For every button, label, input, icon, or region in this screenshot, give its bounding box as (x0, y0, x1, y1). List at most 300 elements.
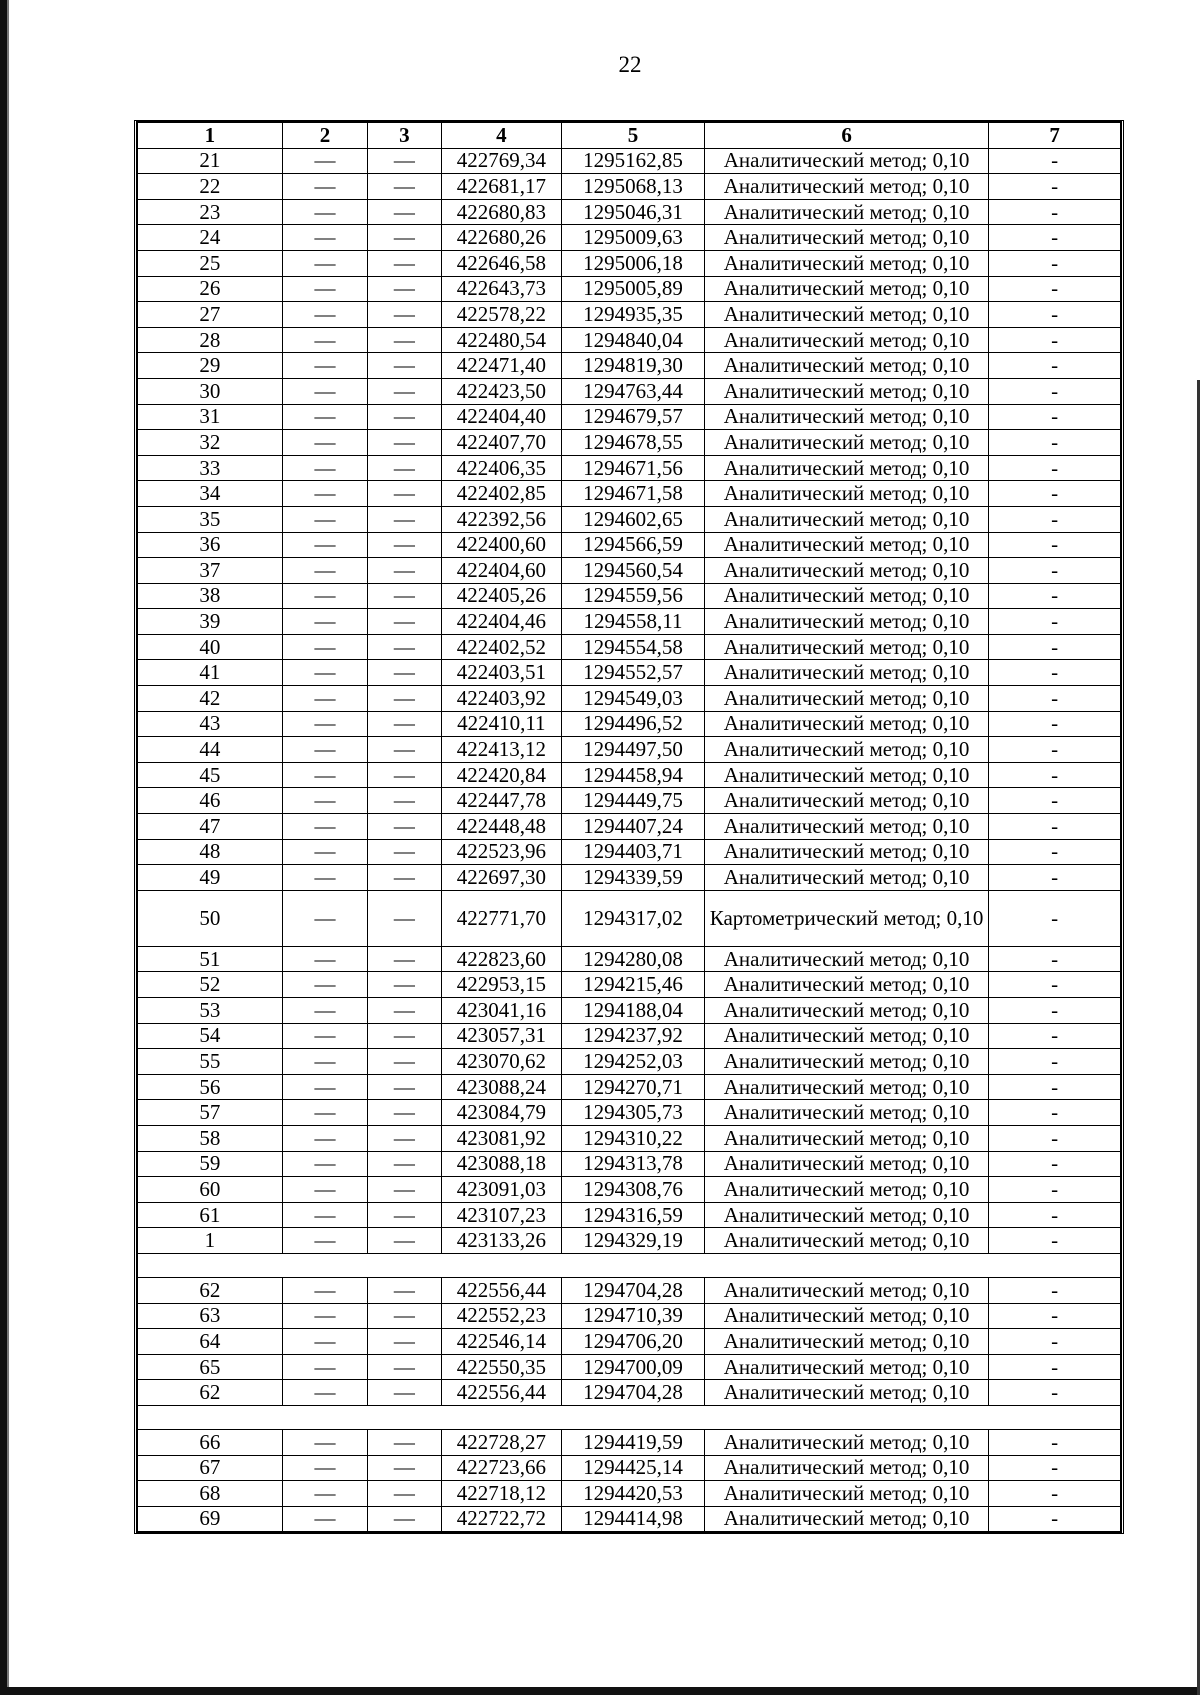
col3-cell: — (368, 660, 441, 686)
col7-cell: - (989, 1074, 1121, 1100)
coordinates-table (137, 122, 1121, 1532)
point-number-cell: 27 (138, 302, 283, 328)
y-coordinate-cell: 1294671,58 (562, 481, 705, 507)
col2-cell: — (282, 711, 367, 737)
point-number-cell: 62 (138, 1380, 283, 1406)
method-accuracy-cell: Картометрический метод; 0,10 (704, 890, 988, 946)
table-row (138, 1074, 1121, 1100)
col7-cell: - (989, 481, 1121, 507)
col7-cell: - (989, 686, 1121, 712)
col2-cell: — (282, 1277, 367, 1303)
col7-cell: - (989, 609, 1121, 635)
col7-cell: - (989, 634, 1121, 660)
y-coordinate-cell: 1294497,50 (562, 737, 705, 763)
col3-cell: — (368, 1429, 441, 1455)
col2-cell: — (282, 1303, 367, 1329)
y-coordinate-cell: 1294237,92 (562, 1023, 705, 1049)
col2-cell: — (282, 506, 367, 532)
method-accuracy-cell: Аналитический метод; 0,10 (704, 1049, 988, 1075)
point-number-cell: 51 (138, 946, 283, 972)
col7-cell: - (989, 225, 1121, 251)
col2-cell: — (282, 378, 367, 404)
y-coordinate-cell: 1294316,59 (562, 1202, 705, 1228)
method-accuracy-cell: Аналитический метод; 0,10 (704, 1303, 988, 1329)
col7-cell: - (989, 430, 1121, 456)
method-accuracy-cell: Аналитический метод; 0,10 (704, 1277, 988, 1303)
method-accuracy-cell: Аналитический метод; 0,10 (704, 327, 988, 353)
method-accuracy-cell: Аналитический метод; 0,10 (704, 737, 988, 763)
y-coordinate-cell: 1294679,57 (562, 404, 705, 430)
table-row (138, 660, 1121, 686)
x-coordinate-cell: 422423,50 (441, 378, 562, 404)
method-accuracy-cell: Аналитический метод; 0,10 (704, 1329, 988, 1355)
col3-cell: — (368, 814, 441, 840)
table-row (138, 711, 1121, 737)
y-coordinate-cell: 1294458,94 (562, 762, 705, 788)
spacer-cell (138, 1405, 1121, 1429)
table-row (138, 1202, 1121, 1228)
col3-cell: — (368, 199, 441, 225)
x-coordinate-cell: 422404,40 (441, 404, 562, 430)
table-row (138, 353, 1121, 379)
table-row (138, 1303, 1121, 1329)
col7-cell: - (989, 1202, 1121, 1228)
point-number-cell: 50 (138, 890, 283, 946)
table-row (138, 378, 1121, 404)
method-accuracy-cell: Аналитический метод; 0,10 (704, 634, 988, 660)
method-accuracy-cell: Аналитический метод; 0,10 (704, 558, 988, 584)
col3-cell: — (368, 276, 441, 302)
point-number-cell: 47 (138, 814, 283, 840)
col3-cell: — (368, 583, 441, 609)
col2-cell: — (282, 972, 367, 998)
x-coordinate-cell: 422480,54 (441, 327, 562, 353)
table-row (138, 609, 1121, 635)
col2-cell: — (282, 814, 367, 840)
table-row (138, 814, 1121, 840)
method-accuracy-cell: Аналитический метод; 0,10 (704, 1455, 988, 1481)
col2-cell: — (282, 1074, 367, 1100)
y-coordinate-cell: 1294554,58 (562, 634, 705, 660)
col3-cell: — (368, 737, 441, 763)
table-row (138, 1429, 1121, 1455)
y-coordinate-cell: 1294935,35 (562, 302, 705, 328)
table-row (138, 1177, 1121, 1203)
x-coordinate-cell: 423088,24 (441, 1074, 562, 1100)
x-coordinate-cell: 422769,34 (441, 148, 562, 174)
point-number-cell: 39 (138, 609, 283, 635)
col7-cell: - (989, 1380, 1121, 1406)
point-number-cell: 28 (138, 327, 283, 353)
point-number-cell: 26 (138, 276, 283, 302)
y-coordinate-cell: 1294308,76 (562, 1177, 705, 1203)
x-coordinate-cell: 422722,72 (441, 1506, 562, 1532)
table-row (138, 250, 1121, 276)
y-coordinate-cell: 1294252,03 (562, 1049, 705, 1075)
method-accuracy-cell: Аналитический метод; 0,10 (704, 814, 988, 840)
y-coordinate-cell: 1294403,71 (562, 839, 705, 865)
col3-cell: — (368, 609, 441, 635)
col2-cell: — (282, 353, 367, 379)
x-coordinate-cell: 422681,17 (441, 174, 562, 200)
col7-cell: - (989, 148, 1121, 174)
col7-cell: - (989, 998, 1121, 1024)
y-coordinate-cell: 1294710,39 (562, 1303, 705, 1329)
col7-cell: - (989, 1049, 1121, 1075)
col2-cell: — (282, 327, 367, 353)
table-row (138, 430, 1121, 456)
col3-cell: — (368, 711, 441, 737)
y-coordinate-cell: 1294329,19 (562, 1228, 705, 1254)
method-accuracy-cell: Аналитический метод; 0,10 (704, 1074, 988, 1100)
x-coordinate-cell: 422402,85 (441, 481, 562, 507)
method-accuracy-cell: Аналитический метод; 0,10 (704, 1354, 988, 1380)
col3-cell: — (368, 972, 441, 998)
table-row (138, 1455, 1121, 1481)
col3-cell: — (368, 1455, 441, 1481)
x-coordinate-cell: 422643,73 (441, 276, 562, 302)
col3-cell: — (368, 430, 441, 456)
col7-cell: - (989, 865, 1121, 891)
x-coordinate-cell: 422697,30 (441, 865, 562, 891)
method-accuracy-cell: Аналитический метод; 0,10 (704, 762, 988, 788)
method-accuracy-cell: Аналитический метод; 0,10 (704, 609, 988, 635)
col3-cell: — (368, 1303, 441, 1329)
method-accuracy-cell: Аналитический метод; 0,10 (704, 378, 988, 404)
scan-edge-left (0, 0, 7, 1695)
point-number-cell: 24 (138, 225, 283, 251)
table-row (138, 1380, 1121, 1406)
point-number-cell: 62 (138, 1277, 283, 1303)
x-coordinate-cell: 422403,51 (441, 660, 562, 686)
y-coordinate-cell: 1294552,57 (562, 660, 705, 686)
method-accuracy-cell: Аналитический метод; 0,10 (704, 148, 988, 174)
x-coordinate-cell: 423081,92 (441, 1125, 562, 1151)
col2-cell: — (282, 1329, 367, 1355)
col7-cell: - (989, 1429, 1121, 1455)
x-coordinate-cell: 422402,52 (441, 634, 562, 660)
col3-cell: — (368, 762, 441, 788)
point-number-cell: 64 (138, 1329, 283, 1355)
page-number: 22 (618, 52, 642, 77)
header-cell: 3 (368, 123, 441, 149)
col3-cell: — (368, 302, 441, 328)
x-coordinate-cell: 422723,66 (441, 1455, 562, 1481)
col2-cell: — (282, 1481, 367, 1507)
x-coordinate-cell: 422448,48 (441, 814, 562, 840)
y-coordinate-cell: 1294419,59 (562, 1429, 705, 1455)
col3-cell: — (368, 1049, 441, 1075)
col2-cell: — (282, 558, 367, 584)
point-number-cell: 58 (138, 1125, 283, 1151)
table-row (138, 762, 1121, 788)
x-coordinate-cell: 422404,60 (441, 558, 562, 584)
table-row (138, 225, 1121, 251)
table-row (138, 583, 1121, 609)
method-accuracy-cell: Аналитический метод; 0,10 (704, 865, 988, 891)
table-row (138, 1329, 1121, 1355)
col3-cell: — (368, 1354, 441, 1380)
y-coordinate-cell: 1294671,56 (562, 455, 705, 481)
y-coordinate-cell: 1294819,30 (562, 353, 705, 379)
col2-cell: — (282, 455, 367, 481)
method-accuracy-cell: Аналитический метод; 0,10 (704, 404, 988, 430)
col2-cell: — (282, 788, 367, 814)
table-row (138, 1100, 1121, 1126)
x-coordinate-cell: 422646,58 (441, 250, 562, 276)
y-coordinate-cell: 1295068,13 (562, 174, 705, 200)
point-number-cell: 59 (138, 1151, 283, 1177)
method-accuracy-cell: Аналитический метод; 0,10 (704, 1228, 988, 1254)
method-accuracy-cell: Аналитический метод; 0,10 (704, 1506, 988, 1532)
x-coordinate-cell: 422556,44 (441, 1277, 562, 1303)
table-row (138, 634, 1121, 660)
col7-cell: - (989, 1329, 1121, 1355)
col2-cell: — (282, 998, 367, 1024)
x-coordinate-cell: 422728,27 (441, 1429, 562, 1455)
method-accuracy-cell: Аналитический метод; 0,10 (704, 506, 988, 532)
col7-cell: - (989, 946, 1121, 972)
y-coordinate-cell: 1294496,52 (562, 711, 705, 737)
table-row (138, 1354, 1121, 1380)
header-cell: 7 (989, 123, 1121, 149)
method-accuracy-cell: Аналитический метод; 0,10 (704, 686, 988, 712)
x-coordinate-cell: 422447,78 (441, 788, 562, 814)
point-number-cell: 44 (138, 737, 283, 763)
point-number-cell: 54 (138, 1023, 283, 1049)
y-coordinate-cell: 1294566,59 (562, 532, 705, 558)
table-row (138, 1481, 1121, 1507)
col2-cell: — (282, 276, 367, 302)
x-coordinate-cell: 423084,79 (441, 1100, 562, 1126)
method-accuracy-cell: Аналитический метод; 0,10 (704, 225, 988, 251)
point-number-cell: 21 (138, 148, 283, 174)
col3-cell: — (368, 481, 441, 507)
scan-edge-left-shadow (7, 0, 9, 1695)
col3-cell: — (368, 1481, 441, 1507)
x-coordinate-cell: 422771,70 (441, 890, 562, 946)
col3-cell: — (368, 1202, 441, 1228)
point-number-cell: 33 (138, 455, 283, 481)
point-number-cell: 36 (138, 532, 283, 558)
point-number-cell: 63 (138, 1303, 283, 1329)
col2-cell: — (282, 1125, 367, 1151)
y-coordinate-cell: 1294704,28 (562, 1277, 705, 1303)
col3-cell: — (368, 455, 441, 481)
y-coordinate-cell: 1294425,14 (562, 1455, 705, 1481)
x-coordinate-cell: 422823,60 (441, 946, 562, 972)
point-number-cell: 45 (138, 762, 283, 788)
col2-cell: — (282, 1354, 367, 1380)
y-coordinate-cell: 1295005,89 (562, 276, 705, 302)
method-accuracy-cell: Аналитический метод; 0,10 (704, 711, 988, 737)
col7-cell: - (989, 1228, 1121, 1254)
col2-cell: — (282, 946, 367, 972)
col2-cell: — (282, 302, 367, 328)
table-row (138, 1277, 1121, 1303)
point-number-cell: 53 (138, 998, 283, 1024)
col3-cell: — (368, 634, 441, 660)
col3-cell: — (368, 353, 441, 379)
col3-cell: — (368, 865, 441, 891)
table-row (138, 506, 1121, 532)
col2-cell: — (282, 404, 367, 430)
col7-cell: - (989, 1506, 1121, 1532)
method-accuracy-cell: Аналитический метод; 0,10 (704, 1151, 988, 1177)
method-accuracy-cell: Аналитический метод; 0,10 (704, 174, 988, 200)
x-coordinate-cell: 422718,12 (441, 1481, 562, 1507)
x-coordinate-cell: 422406,35 (441, 455, 562, 481)
y-coordinate-cell: 1294700,09 (562, 1354, 705, 1380)
table-row (138, 972, 1121, 998)
table-row (138, 865, 1121, 891)
method-accuracy-cell: Аналитический метод; 0,10 (704, 481, 988, 507)
col2-cell: — (282, 1455, 367, 1481)
x-coordinate-cell: 422403,92 (441, 686, 562, 712)
col3-cell: — (368, 788, 441, 814)
table-row (138, 327, 1121, 353)
y-coordinate-cell: 1294602,65 (562, 506, 705, 532)
col2-cell: — (282, 250, 367, 276)
col7-cell: - (989, 711, 1121, 737)
col7-cell: - (989, 660, 1121, 686)
point-number-cell: 22 (138, 174, 283, 200)
table-row (138, 946, 1121, 972)
table-row (138, 174, 1121, 200)
method-accuracy-cell: Аналитический метод; 0,10 (704, 788, 988, 814)
y-coordinate-cell: 1294270,71 (562, 1074, 705, 1100)
col2-cell: — (282, 609, 367, 635)
point-number-cell: 23 (138, 199, 283, 225)
point-number-cell: 31 (138, 404, 283, 430)
point-number-cell: 29 (138, 353, 283, 379)
table-row (138, 481, 1121, 507)
spacer-cell (138, 1253, 1121, 1277)
x-coordinate-cell: 422550,35 (441, 1354, 562, 1380)
y-coordinate-cell: 1294704,28 (562, 1380, 705, 1406)
table-header-row (138, 123, 1121, 149)
y-coordinate-cell: 1295009,63 (562, 225, 705, 251)
col3-cell: — (368, 1506, 441, 1532)
point-number-cell: 46 (138, 788, 283, 814)
col3-cell: — (368, 1074, 441, 1100)
col7-cell: - (989, 276, 1121, 302)
y-coordinate-cell: 1294310,22 (562, 1125, 705, 1151)
method-accuracy-cell: Аналитический метод; 0,10 (704, 302, 988, 328)
col7-cell: - (989, 1125, 1121, 1151)
point-number-cell: 35 (138, 506, 283, 532)
point-number-cell: 42 (138, 686, 283, 712)
point-number-cell: 34 (138, 481, 283, 507)
x-coordinate-cell: 422680,83 (441, 199, 562, 225)
col7-cell: - (989, 506, 1121, 532)
col7-cell: - (989, 814, 1121, 840)
method-accuracy-cell: Аналитический метод; 0,10 (704, 660, 988, 686)
table-spacer-row (138, 1405, 1121, 1429)
y-coordinate-cell: 1295162,85 (562, 148, 705, 174)
col2-cell: — (282, 1380, 367, 1406)
x-coordinate-cell: 423133,26 (441, 1228, 562, 1254)
y-coordinate-cell: 1294317,02 (562, 890, 705, 946)
y-coordinate-cell: 1295046,31 (562, 199, 705, 225)
method-accuracy-cell: Аналитический метод; 0,10 (704, 1202, 988, 1228)
col7-cell: - (989, 1100, 1121, 1126)
point-number-cell: 65 (138, 1354, 283, 1380)
table-row (138, 199, 1121, 225)
y-coordinate-cell: 1294339,59 (562, 865, 705, 891)
col7-cell: - (989, 1023, 1121, 1049)
method-accuracy-cell: Аналитический метод; 0,10 (704, 430, 988, 456)
y-coordinate-cell: 1294763,44 (562, 378, 705, 404)
col3-cell: — (368, 1177, 441, 1203)
point-number-cell: 43 (138, 711, 283, 737)
col7-cell: - (989, 1151, 1121, 1177)
y-coordinate-cell: 1294840,04 (562, 327, 705, 353)
y-coordinate-cell: 1294558,11 (562, 609, 705, 635)
x-coordinate-cell: 422523,96 (441, 839, 562, 865)
col7-cell: - (989, 1277, 1121, 1303)
col7-cell: - (989, 199, 1121, 225)
col7-cell: - (989, 404, 1121, 430)
col3-cell: — (368, 1228, 441, 1254)
col3-cell: — (368, 148, 441, 174)
y-coordinate-cell: 1294313,78 (562, 1151, 705, 1177)
col3-cell: — (368, 532, 441, 558)
y-coordinate-cell: 1294449,75 (562, 788, 705, 814)
col2-cell: — (282, 686, 367, 712)
x-coordinate-cell: 423041,16 (441, 998, 562, 1024)
method-accuracy-cell: Аналитический метод; 0,10 (704, 250, 988, 276)
col7-cell: - (989, 788, 1121, 814)
header-cell: 4 (441, 123, 562, 149)
point-number-cell: 48 (138, 839, 283, 865)
col7-cell: - (989, 250, 1121, 276)
x-coordinate-cell: 422953,15 (441, 972, 562, 998)
method-accuracy-cell: Аналитический метод; 0,10 (704, 455, 988, 481)
col2-cell: — (282, 660, 367, 686)
col3-cell: — (368, 998, 441, 1024)
table-row (138, 788, 1121, 814)
col3-cell: — (368, 1100, 441, 1126)
col2-cell: — (282, 430, 367, 456)
y-coordinate-cell: 1294549,03 (562, 686, 705, 712)
point-number-cell: 49 (138, 865, 283, 891)
method-accuracy-cell: Аналитический метод; 0,10 (704, 1125, 988, 1151)
col2-cell: — (282, 1151, 367, 1177)
y-coordinate-cell: 1294559,56 (562, 583, 705, 609)
table-row (138, 1506, 1121, 1532)
col2-cell: — (282, 634, 367, 660)
col2-cell: — (282, 583, 367, 609)
x-coordinate-cell: 422392,56 (441, 506, 562, 532)
table-row (138, 737, 1121, 763)
point-number-cell: 38 (138, 583, 283, 609)
point-number-cell: 41 (138, 660, 283, 686)
col3-cell: — (368, 1380, 441, 1406)
point-number-cell: 67 (138, 1455, 283, 1481)
col7-cell: - (989, 1303, 1121, 1329)
col7-cell: - (989, 737, 1121, 763)
col2-cell: — (282, 532, 367, 558)
x-coordinate-cell: 423057,31 (441, 1023, 562, 1049)
y-coordinate-cell: 1294706,20 (562, 1329, 705, 1355)
point-number-cell: 55 (138, 1049, 283, 1075)
table-row (138, 455, 1121, 481)
y-coordinate-cell: 1294414,98 (562, 1506, 705, 1532)
col3-cell: — (368, 404, 441, 430)
table-row (138, 686, 1121, 712)
col7-cell: - (989, 890, 1121, 946)
